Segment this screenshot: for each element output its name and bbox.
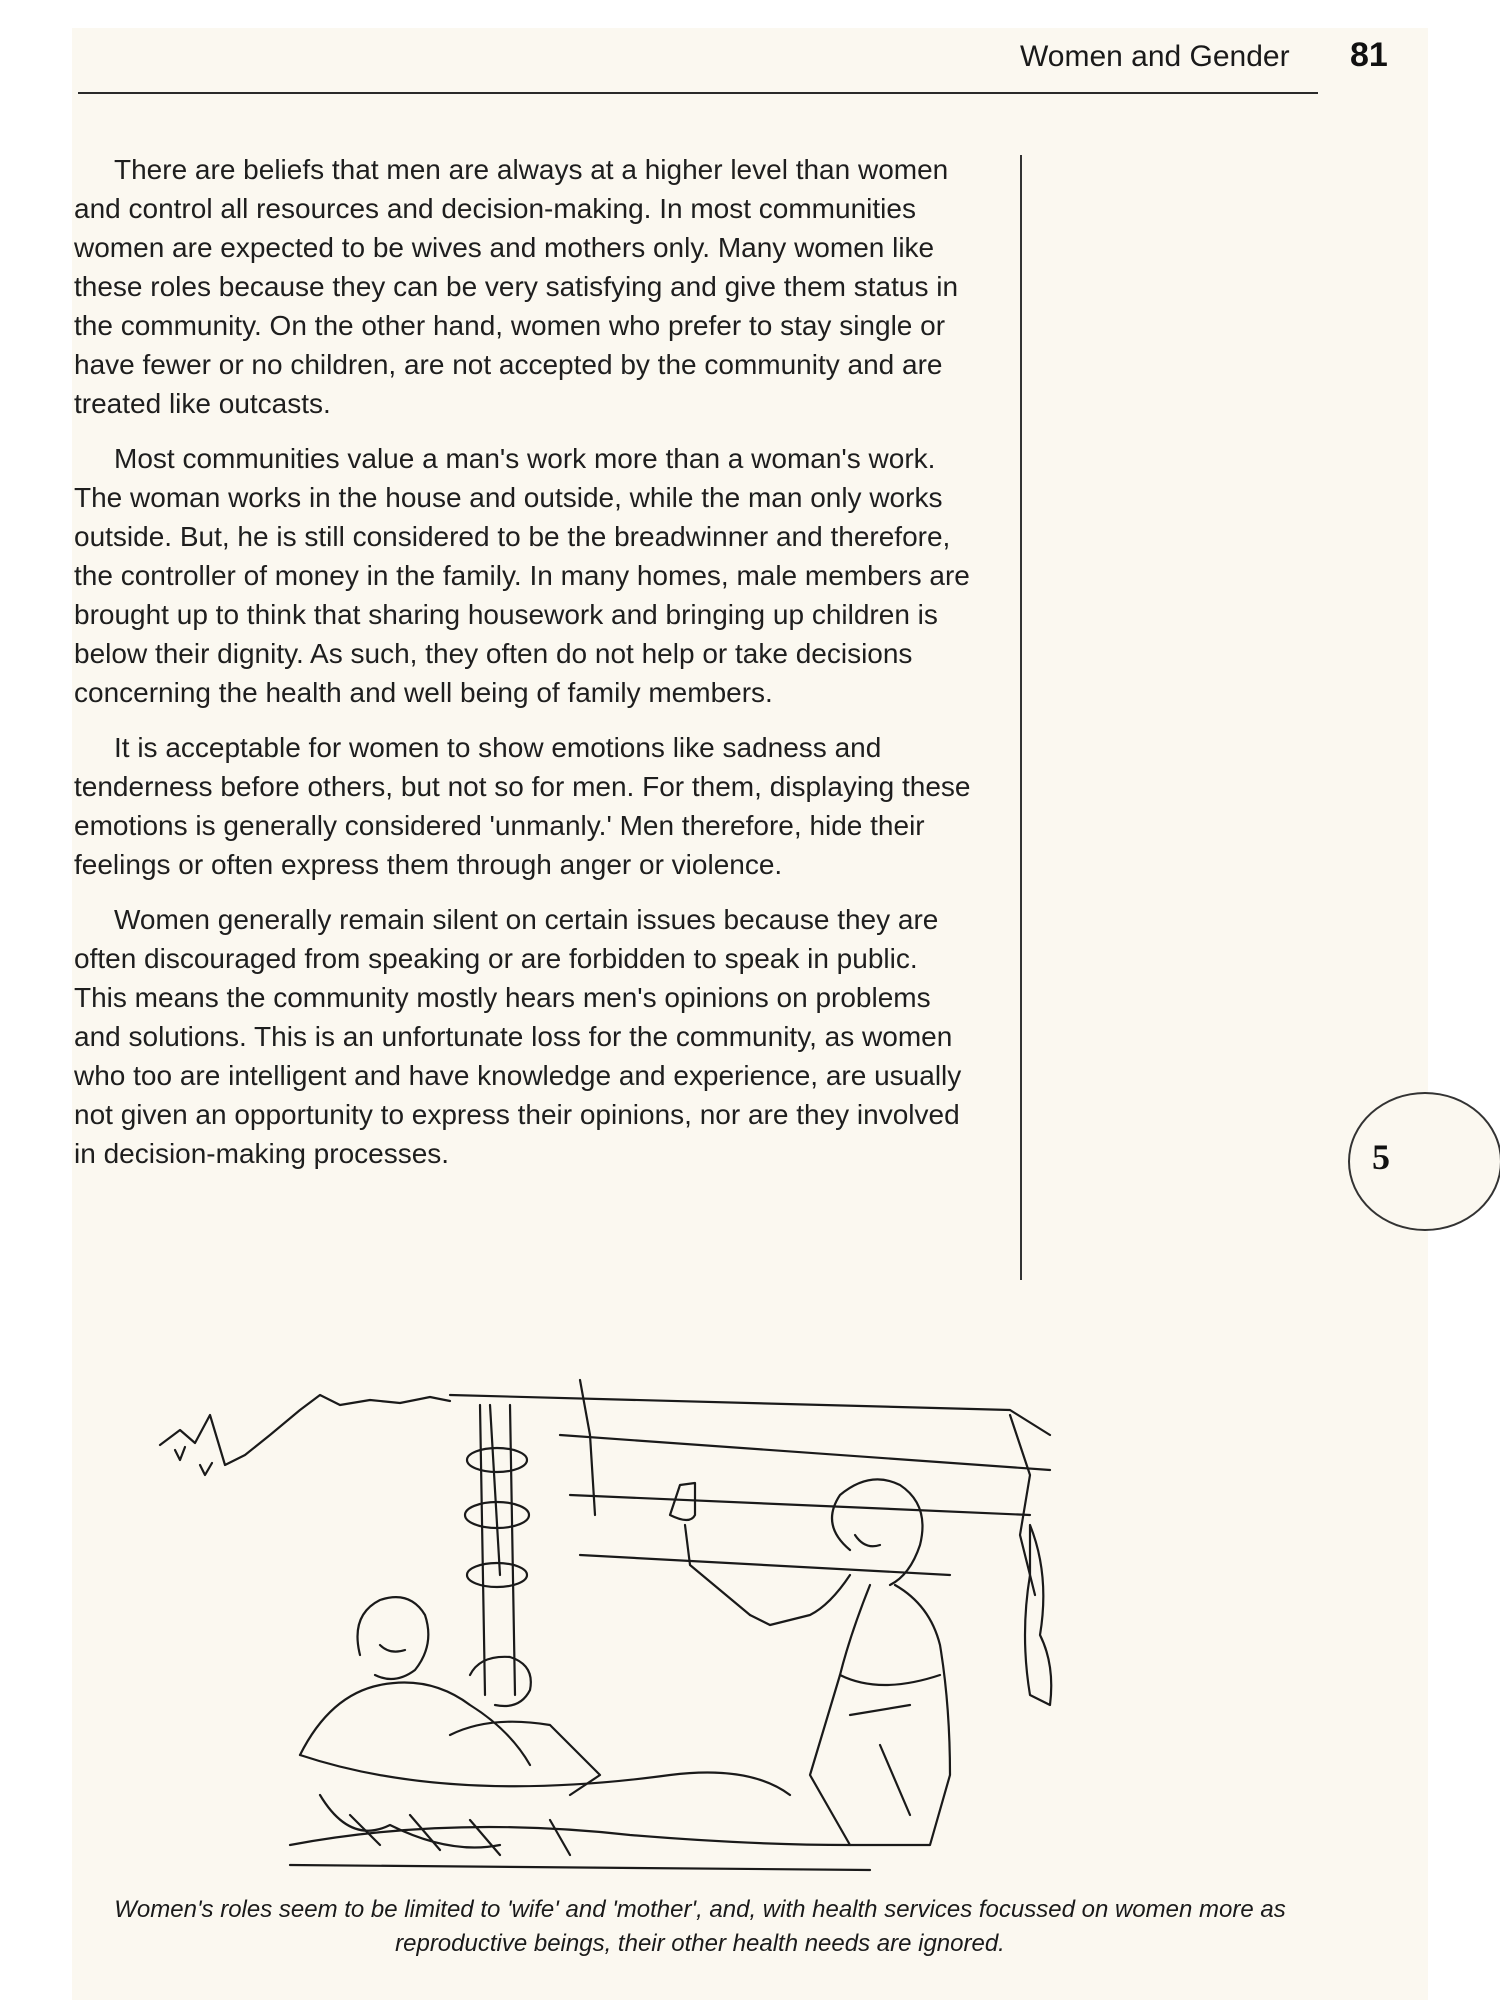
- illustration: [150, 1375, 1260, 1885]
- show-through-text: [760, 48, 767, 79]
- chapter-number: 5: [1372, 1137, 1390, 1177]
- hill-line: [160, 1395, 450, 1465]
- paragraph: Most communities value a man's work more than a woman's work. The woman works in the house and outside, while the man only works outside. But, he is still considered to be the breadwinner and therefore, the controller of money in the family. In many homes, male members are brought up to think that sharing housework and bringing up children is below their dignity. As such, they often do not help or take decisions concerning the health and well being of family members.: [74, 443, 970, 708]
- children-figures: [300, 1597, 790, 1847]
- net-frame: [450, 1395, 1050, 1435]
- body-text: [74, 150, 974, 1189]
- paragraph: There are beliefs that men are always at a higher level than women and control all resources and decision-making. In most communities women are expected to be wives and mothers only. Many women like these roles because they can be very satisfying and give them status in the community. On the other hand, women who prefer to stay single or have fewer or no children, are not accepted by the community and are treated like outcasts.: [74, 154, 959, 419]
- chapter-tab: [1348, 1092, 1500, 1231]
- header-rule: [78, 92, 1318, 94]
- running-title: Women and Gender: [1020, 40, 1290, 73]
- paragraph: Women generally remain silent on certain issues because they are often discouraged from speaking or are forbidden to speak in public. This means the community mostly hears men's opinions on problems and solutions. This is an unfortunate loss for the community, as women who too are intelligent and have knowledge and experience, are usually not given an opportunity to express their opinions, nor are they involved in decision-making processes.: [74, 904, 962, 1169]
- hanging-cloth: [1025, 1525, 1051, 1705]
- figure-caption: Women's roles seem to be limited to 'wife' and 'mother', and, with health services focussed on women more as reproductive beings, their other health needs are ignored.: [114, 1896, 1286, 1957]
- woman-figure: [670, 1479, 950, 1845]
- paragraph: It is acceptable for women to show emotions like sadness and tenderness before others, but not so for men. For them, displaying these emotions is generally considered 'unmanly.' Men therefore, hide their feelings or often express them through anger or violence.: [74, 732, 971, 880]
- page-number: 81: [1350, 36, 1388, 74]
- column-rule: [1020, 155, 1022, 1280]
